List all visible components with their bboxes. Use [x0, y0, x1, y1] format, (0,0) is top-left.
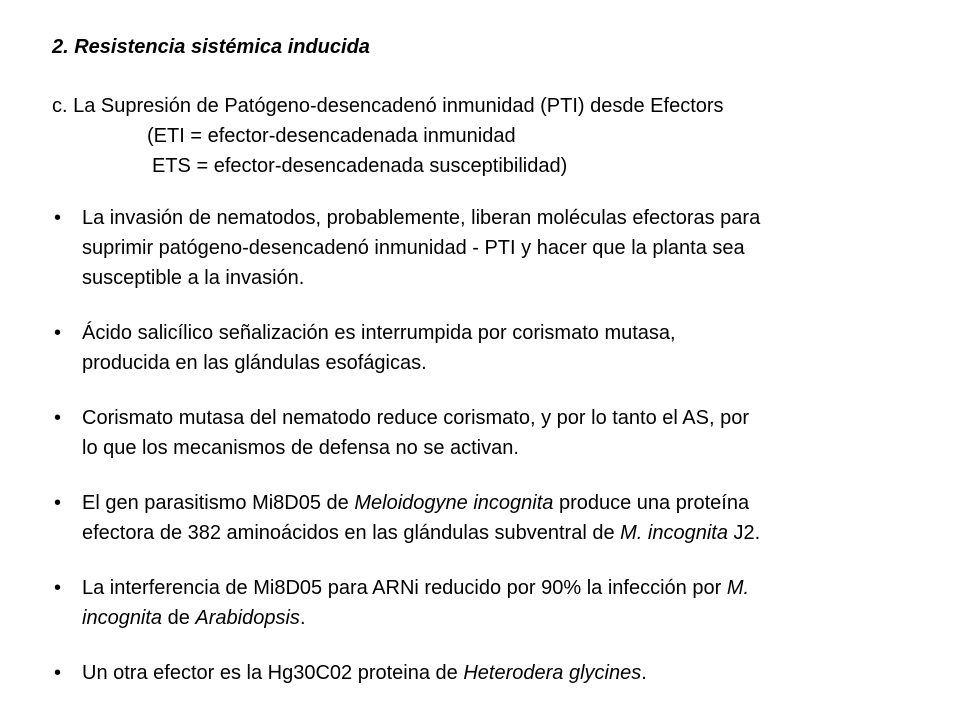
text-run: J2. [727, 522, 761, 544]
bullet-line: Ácido salicílico señalización es interrumpida por corismato mutasa, [82, 322, 676, 344]
bullet-line: susceptible a la invasión. [82, 267, 305, 289]
text-run: El gen parasitismo Mi8D05 de [82, 492, 355, 514]
bullet-list [52, 203, 932, 713]
subtitle-line-eti: (ETI = efector-desencadenada inmunidad [147, 125, 516, 147]
bullet-line: Corismato mutasa del nematodo reduce corismato, y por lo tanto el AS, por [82, 407, 750, 429]
species-name: incognita [82, 607, 163, 629]
subtitle-block [52, 91, 724, 181]
text-run: . [299, 607, 306, 629]
bullet-item [52, 658, 932, 688]
species-name: Arabidopsis [195, 607, 300, 629]
bullet-dot: • [54, 207, 62, 229]
bullet-dot: • [54, 577, 62, 599]
subtitle-line-ets: ETS = efector-desencadenada susceptibilidad) [152, 155, 568, 177]
species-name: Meloidogyne incognita [354, 492, 554, 514]
bullet-line: suprimir patógeno-desencadenó inmunidad - PTI y hacer que la planta sea [82, 237, 745, 259]
bullet-line: lo que los mecanismos de defensa no se activan. [82, 437, 519, 459]
bullet-dot: • [54, 322, 62, 344]
text-run: La interferencia de Mi8D05 para ARNi reducido por 90% la infección por [82, 577, 727, 599]
slide-title: 2. Resistencia sistémica inducida [52, 36, 370, 58]
subtitle-line: c. La Supresión de Patógeno-desencadenó inmunidad (PTI) desde Efectors [52, 95, 724, 117]
text-run: de [162, 607, 196, 629]
bullet-item [52, 318, 932, 378]
bullet-item [52, 203, 932, 293]
bullet-line [82, 573, 932, 603]
bullet-line [82, 658, 932, 688]
bullet-line [82, 518, 932, 548]
species-name: M. [726, 577, 750, 599]
text-run: produce una proteína [553, 492, 750, 514]
bullet-item [52, 488, 932, 548]
bullet-line [82, 603, 932, 633]
text-run: Un otra efector es la Hg30C02 proteina de [82, 662, 464, 684]
bullet-line: producida en las glándulas esofágicas. [82, 352, 427, 374]
text-run: . [641, 662, 647, 684]
bullet-line: La invasión de nematodos, probablemente, liberan moléculas efectoras para [82, 207, 761, 229]
bullet-dot: • [54, 407, 62, 429]
bullet-dot: • [54, 492, 62, 514]
bullet-item [52, 573, 932, 633]
species-name: Heterodera glycines [463, 662, 642, 684]
text-run: efectora de 382 aminoácidos en las glándulas subventral de [82, 522, 621, 544]
species-name: M. incognita [620, 522, 728, 544]
bullet-line [82, 488, 932, 518]
bullet-item [52, 403, 932, 463]
bullet-dot: • [54, 662, 62, 684]
